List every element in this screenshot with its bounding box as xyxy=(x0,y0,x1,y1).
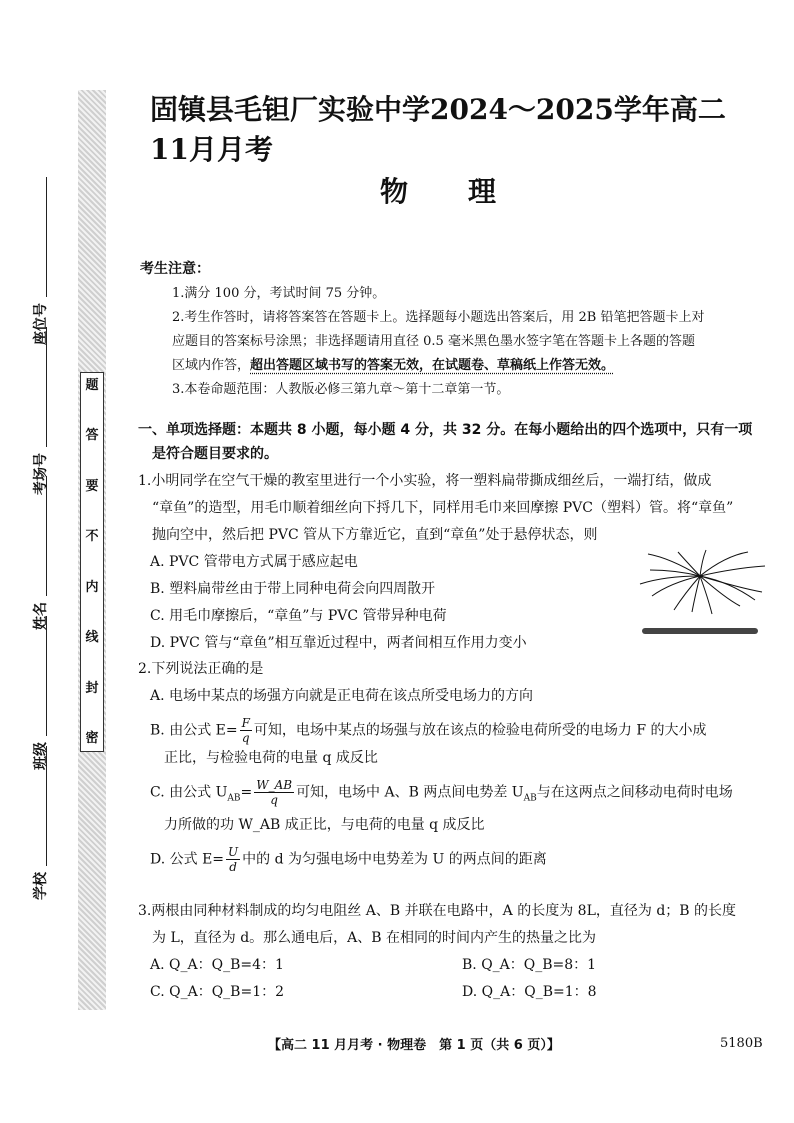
q1-option-a[interactable]: A. PVC 管带电方式属于感应起电 xyxy=(150,554,358,570)
q2-option-a[interactable]: A. 电场中某点的场强方向就是正电荷在该点所受电场力的方向 xyxy=(150,688,534,704)
q3-option-a[interactable]: A. Q_A：Q_B=4：1 xyxy=(150,957,284,973)
name-field[interactable]: 姓名 xyxy=(30,476,50,630)
subject-title: 物理 xyxy=(380,175,557,208)
note-1: 1.满分 100 分，考试时间 75 分钟。 xyxy=(172,286,386,301)
exam-title: 固镇县毛钽厂实验中学2024～2025学年高二11月月考 xyxy=(150,93,726,166)
note-3: 3.本卷命题范围：人教版必修三第九章～第十二章第一节。 xyxy=(172,382,510,397)
q3-option-c[interactable]: C. Q_A：Q_B=1：2 xyxy=(150,984,285,1000)
question-3: 3.两根由同种材料制成的均匀电阻丝 A、B 并联在电路中，A 的长度为 8L，直径为 d；B 的长度 为 L，直径为 d。那么通电后，A、B 在相同的时间内产生的热量之比为 A. Q_A：Q_B=4：1 B. Q_A：Q_B=8：1 C. Q_A：Q_B=1：2 D. Q_A：Q_B=1：8 xyxy=(138,898,774,1006)
exam-room-field[interactable]: 考场号 xyxy=(30,327,50,495)
seal-char: 题 xyxy=(85,378,99,393)
seal-char: 要 xyxy=(85,478,99,494)
question-1: 1.小明同学在空气干燥的教室里进行一个小实验，将一塑料扁带撕成细丝后，一端打结，做成 “章鱼”的造型，用毛巾顺着细丝向下捋几下，同样用毛巾来回摩擦 PVC（塑料）管。将“章鱼” 抛向空中，然后把 PVC 管从下方靠近它，直到“章鱼”处于悬停状态，则 A. PVC 管带电方式属于感应起电 B. 塑料扁带丝由于带上同种电荷会向四周散开 C. 用毛巾摩擦后，“章鱼”与 PVC 管带异种电荷 D. PVC 管与“章鱼”相互靠近过程中，两者间相互作用力变小 xyxy=(138,468,774,657)
seal-char: 不 xyxy=(85,529,99,545)
note-2c: 区域内作答，超出答题区域书写的答案无效，在试题卷、草稿纸上作答无效。 xyxy=(172,358,615,373)
q2-option-c[interactable]: C. 由公式 $U_{AB}=$ $\frac{W\_AB}{q}$ 可知，电场中 A、B 两点间电势差 $U_{AB}$与在这两点之间移动电荷时电场 xyxy=(150,778,733,807)
school-field[interactable]: 学校 xyxy=(30,746,50,900)
paper-code: 5180B xyxy=(720,1036,763,1051)
note-2b: 应题目的答案标号涂黑；非选择题请用直径 0.5 毫米黑色墨水签字笔在答题卡上各题的答题 xyxy=(172,334,695,349)
seat-field[interactable]: 座位号 xyxy=(30,177,50,345)
seal-char: 答 xyxy=(85,428,99,444)
q3-option-d[interactable]: D. Q_A：Q_B=1：8 xyxy=(462,984,597,1000)
note-2a: 2.考生作答时，请将答案答在答题卡上。选择题每小题选出答案后，用 2B 铅笔把答题卡上对 xyxy=(172,310,705,325)
notes xyxy=(172,282,772,402)
octopus-figure xyxy=(630,548,780,643)
section-heading: 一、单项选择题：本题共 8 小题，每小题 4 分，共 32 分。在每小题给出的四个选项中，只有一项 是符合题目要求的。 xyxy=(138,422,753,462)
page-footer: 【高二 11 月月考 · 物理卷 第 1 页（共 6 页）】 xyxy=(268,1038,560,1053)
q1-option-c[interactable]: C. 用毛巾摩擦后，“章鱼”与 PVC 管带异种电荷 xyxy=(150,608,447,624)
q3-option-b[interactable]: B. Q_A：Q_B=8：1 xyxy=(462,957,597,973)
question-2: 2.下列说法正确的是 A. 电场中某点的场强方向就是正电荷在该点所受电场力的方向 B. 由公式 E= $\frac{F}{q}$ 可知，电场中某点的场强与放在该点的检验电荷所受的电场力 F 的大小成 正比，与检验电荷的电量 q 成反比 C. 由公式 $U_{AB}=$ $\frac{W\_AB}{q}$ 可知，电场中 A、B 两点间电势差 $U_{AB}$与在这两点之间移动电荷时电场 力所做的功 W_AB 成正比，与电荷的电量 q 成反比 D. 公式 E= $\frac{U}{d}$ 中的 d 为匀强电场中电势差为 U 的两点间的距离 xyxy=(138,656,774,874)
seal-char: 线 xyxy=(85,630,99,646)
pvc-tube xyxy=(642,628,758,634)
q1-option-d[interactable]: D. PVC 管与“章鱼”相互靠近过程中，两者间相互作用力变小 xyxy=(150,635,527,651)
q2-option-b[interactable]: B. 由公式 E= $\frac{F}{q}$ 可知，电场中某点的场强与放在该点的检验电荷所受的电场力 F 的大小成 xyxy=(150,716,707,745)
q1-option-b[interactable]: B. 塑料扁带丝由于带上同种电荷会向四周散开 xyxy=(150,581,436,597)
q2-option-d[interactable]: D. 公式 E= $\frac{U}{d}$ 中的 d 为匀强电场中电势差为 U 的两点间的距离 xyxy=(150,845,547,875)
notes-heading: 考生注意： xyxy=(140,261,210,277)
seal-char: 内 xyxy=(85,579,99,595)
class-field[interactable]: 班级 xyxy=(30,616,50,770)
seal-line-box xyxy=(80,372,104,752)
seal-char: 封 xyxy=(85,680,99,696)
seal-char: 密 xyxy=(85,730,99,746)
